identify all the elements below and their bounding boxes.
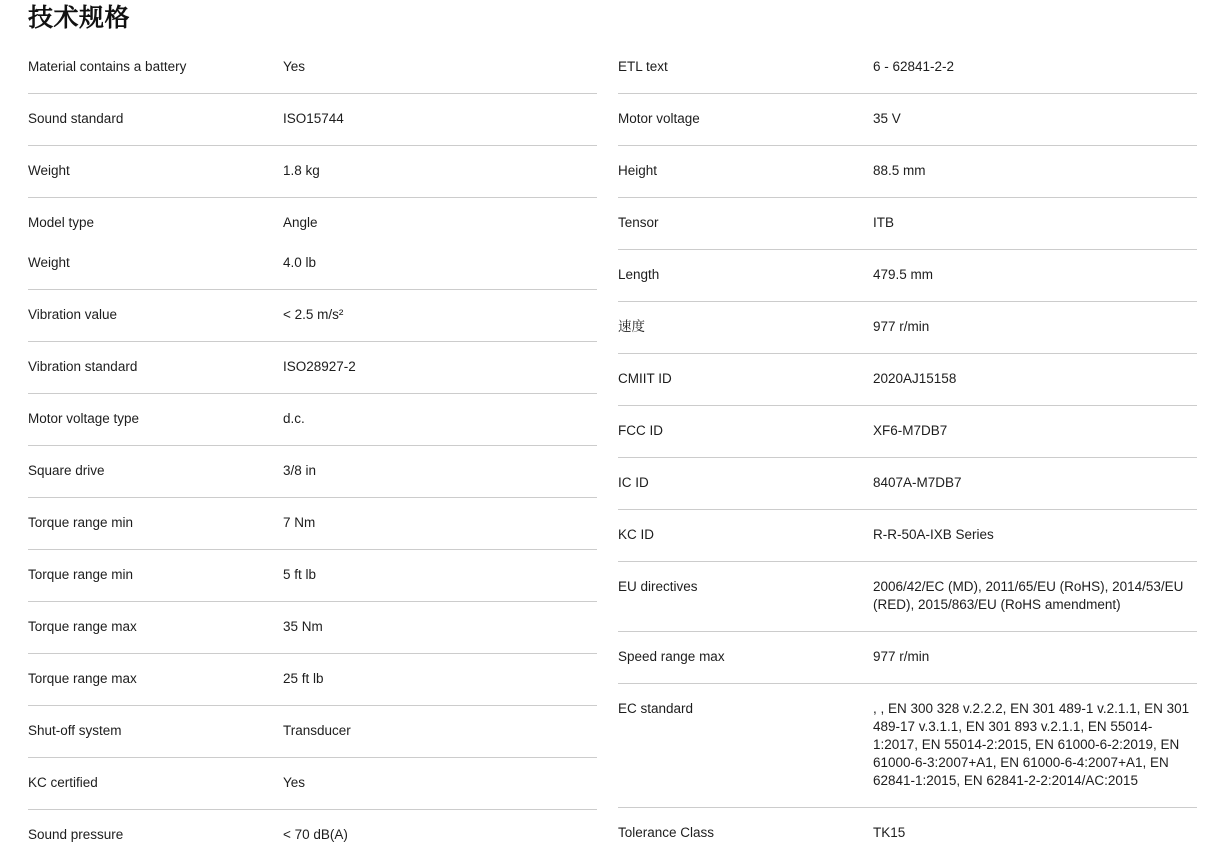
spec-row xyxy=(618,94,1197,146)
spec-value: R-R-50A-IXB Series xyxy=(873,527,994,542)
spec-label: KC ID xyxy=(618,527,655,542)
spec-value: 1.8 kg xyxy=(283,163,320,178)
spec-label: Material contains a battery xyxy=(28,59,187,74)
spec-value: 2006/42/EC (MD), 2011/65/EU (RoHS), 2014/53/EU (RED), 2015/863/EU (RoHS amendment) xyxy=(873,579,1184,612)
spec-row xyxy=(618,458,1197,510)
spec-label: Torque range min xyxy=(28,515,134,530)
spec-value: 35 V xyxy=(873,111,901,126)
spec-label: Speed range max xyxy=(618,649,725,664)
spec-label: Torque range max xyxy=(28,671,137,686)
spec-row xyxy=(28,42,597,94)
spec-row xyxy=(28,810,597,850)
spec-label: ETL text xyxy=(618,59,668,74)
spec-label: EU directives xyxy=(618,579,698,594)
spec-label: Tensor xyxy=(618,215,659,230)
spec-table-right xyxy=(618,42,1197,850)
spec-value: 25 ft lb xyxy=(283,671,324,686)
spec-row xyxy=(618,250,1197,302)
spec-value: 977 r/min xyxy=(873,319,930,334)
spec-value: d.c. xyxy=(283,411,305,426)
spec-row xyxy=(618,198,1197,250)
spec-row xyxy=(28,550,597,602)
spec-value: ITB xyxy=(873,215,895,230)
spec-label: Shut-off system xyxy=(28,723,122,738)
spec-value: 4.0 lb xyxy=(283,255,317,270)
spec-row xyxy=(618,632,1197,684)
spec-row xyxy=(618,302,1197,354)
spec-label: KC certified xyxy=(28,775,98,790)
spec-label: Motor voltage type xyxy=(28,411,140,426)
spec-label: Vibration standard xyxy=(28,359,138,374)
spec-row xyxy=(618,146,1197,198)
spec-row xyxy=(28,394,597,446)
spec-label: EC standard xyxy=(618,701,694,716)
spec-row-group xyxy=(28,198,597,290)
spec-value: < 2.5 m/s² xyxy=(283,307,344,322)
spec-label: IC ID xyxy=(618,475,649,490)
spec-label: Motor voltage xyxy=(618,111,700,126)
spec-value: 8407A-M7DB7 xyxy=(873,475,962,490)
spec-value: 479.5 mm xyxy=(873,267,934,282)
spec-row xyxy=(28,290,597,342)
spec-label: Weight xyxy=(28,163,70,178)
spec-value: 2020AJ15158 xyxy=(873,371,957,386)
spec-label: FCC ID xyxy=(618,423,663,438)
spec-value: 7 Nm xyxy=(283,515,316,530)
spec-row xyxy=(618,684,1197,808)
spec-row xyxy=(618,406,1197,458)
spec-label: Length xyxy=(618,267,660,282)
spec-label: Model type xyxy=(28,215,95,230)
page-title: 技术规格 xyxy=(28,4,131,32)
spec-label: Torque range min xyxy=(28,567,134,582)
spec-value: ISO28927-2 xyxy=(283,359,356,374)
spec-label: Torque range max xyxy=(28,619,137,634)
spec-row xyxy=(28,146,597,198)
spec-value: 6 - 62841-2-2 xyxy=(873,59,955,74)
spec-value: Angle xyxy=(283,215,318,230)
spec-row xyxy=(28,758,597,810)
spec-value: Yes xyxy=(283,775,306,790)
spec-row xyxy=(618,562,1197,632)
spec-table-left xyxy=(28,42,597,850)
spec-value: ISO15744 xyxy=(283,111,344,126)
spec-row xyxy=(618,42,1197,94)
spec-label: Sound standard xyxy=(28,111,124,126)
spec-value: TK15 xyxy=(873,825,906,840)
spec-label: CMIIT ID xyxy=(618,371,672,386)
spec-row xyxy=(28,94,597,146)
spec-value: 35 Nm xyxy=(283,619,323,634)
spec-value: 88.5 mm xyxy=(873,163,926,178)
spec-value: , , EN 300 328 v.2.2.2, EN 301 489-1 v.2.1.1, EN 301 489-17 v.3.1.1, EN 301 893 v.2.1.1, EN 55014-1:2017, EN 55014-2:2015, EN 61000-6-2:2019, EN 61000-6-3:2007+A1, EN 61000-6-4:2007+A1, EN 62841-1:2015, EN 62841-2-2:2014/AC:2015 xyxy=(873,701,1190,788)
spec-value: 5 ft lb xyxy=(283,567,317,582)
spec-row xyxy=(28,498,597,550)
spec-row xyxy=(28,446,597,498)
spec-label: Vibration value xyxy=(28,307,118,322)
spec-label: Weight xyxy=(28,255,70,270)
spec-row xyxy=(28,706,597,758)
spec-row xyxy=(618,510,1197,562)
spec-row xyxy=(28,602,597,654)
spec-value: < 70 dB(A) xyxy=(283,827,348,842)
spec-label: 速度 xyxy=(618,319,645,334)
spec-value: 977 r/min xyxy=(873,649,930,664)
spec-value: Transducer xyxy=(283,723,351,738)
spec-label: Height xyxy=(618,163,658,178)
spec-label: Square drive xyxy=(28,463,105,478)
spec-row xyxy=(28,654,597,706)
spec-columns xyxy=(28,42,1197,850)
spec-value: 3/8 in xyxy=(283,463,317,478)
spec-row xyxy=(28,342,597,394)
spec-value: Yes xyxy=(283,59,306,74)
spec-label: Sound pressure xyxy=(28,827,124,842)
spec-row xyxy=(618,354,1197,406)
spec-value: XF6-M7DB7 xyxy=(873,423,948,438)
spec-page xyxy=(0,5,1225,850)
spec-row xyxy=(618,808,1197,850)
spec-label: Tolerance Class xyxy=(618,825,715,840)
